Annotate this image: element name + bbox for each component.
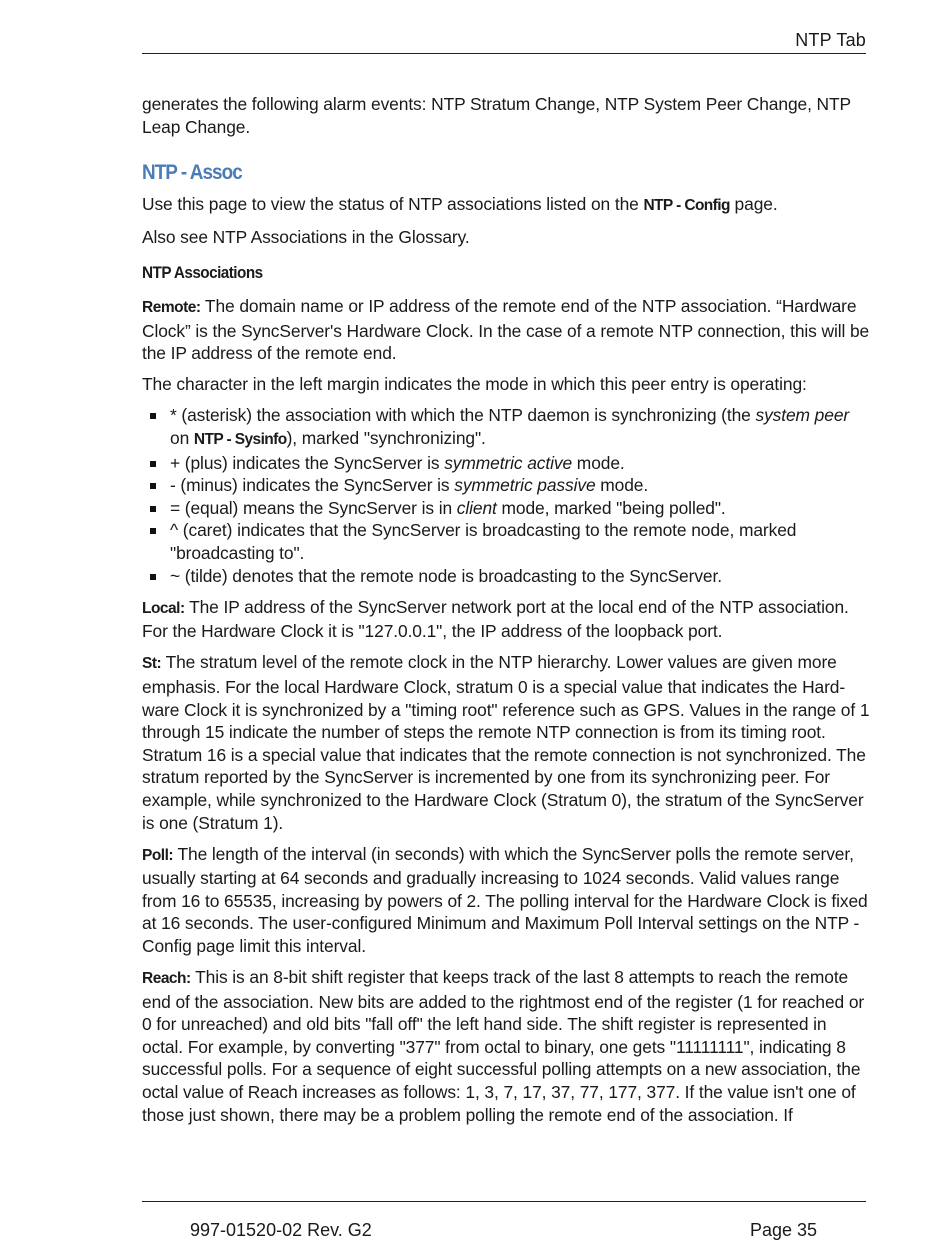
list-item: - (minus) indicates the SyncServer is symmetric passive mode. (142, 474, 870, 497)
list-item: * (asterisk) the association with which the NTP daemon is synchronizing (the system peer on NTP - Sysinfo), marked "synchronizing". (142, 404, 870, 451)
page-body (142, 93, 870, 1135)
poll-term: Poll: (142, 846, 174, 864)
mode-list (142, 404, 870, 587)
square-bullet-icon (150, 413, 156, 419)
square-bullet-icon (150, 528, 156, 534)
section-title: NTP - Assoc (142, 160, 242, 185)
remote-term: Remote: (142, 299, 201, 317)
footer-divider (142, 1201, 866, 1202)
margin-character-intro: The character in the left margin indicates the mode in which this peer entry is operating: (142, 374, 807, 395)
reach-term: Reach: (142, 970, 191, 988)
square-bullet-icon (150, 574, 156, 580)
section-description: Use this page to view the status of NTP associations listed on the NTP - Config page. (142, 193, 778, 214)
stratum-definition: St: The stratum level of the remote clock in the NTP hierarchy. Lower values are given more emphasis. For the local Hardware Clock, stratum 0 is a special value that indicates the Hardware Clock it is synchronized by a "timing root" reference such as GPS. Values in the range of 1 through 15 indicate the number of steps the remote NTP connection is from its timing root. Stratum 16 is a special value that indicates that the remote connection is not synchronized. The stratum reported by the SyncServer is incremented by one from its synchronizing peer. For example, while synchronized to the Hardware Clock (Stratum 0), the stratum of the SyncServer is one (Stratum 1). (142, 652, 870, 833)
poll-definition: Poll: The length of the interval (in seconds) with which the SyncServer polls the remote server, usually starting at 64 seconds and gradually increasing to 1024 seconds. Valid values range from 16 to 65535, increasing by powers of 2. The polling interval for the Hardware Clock is fixed at 16 seconds. The user-configured Minimum and Maximum Poll Interval settings on the NTP - Config page limit this interval. (142, 843, 868, 956)
local-definition: Local: The IP address of the SyncServer network port at the local end of the NTP association. For the Hardware Clock it is "127.0.0.1", the IP address of the loopback port. (142, 596, 849, 642)
intro-paragraph: generates the following alarm events: NTP Stratum Change, NTP System Peer Change, NTP Leap Change. (142, 94, 851, 137)
list-item: + (plus) indicates the SyncServer is symmetric active mode. (142, 452, 870, 475)
square-bullet-icon (150, 506, 156, 512)
ntp-sysinfo-reference: NTP - Sysinfo (193, 431, 287, 449)
glossary-note: Also see NTP Associations in the Glossary. (142, 226, 470, 247)
running-header: NTP Tab (795, 30, 866, 50)
st-term: St: (142, 655, 162, 673)
page-number: Page 35 (750, 1220, 818, 1240)
list-item: = (equal) means the SyncServer is in client mode, marked "being polled". (142, 497, 870, 520)
list-item: ~ (tilde) denotes that the remote node is broadcasting to the SyncServer. (142, 565, 870, 588)
reach-definition: Reach: This is an 8-bit shift register that keeps track of the last 8 attempts to reach the remote end of the association. New bits are added to the rightmost end of the register (1 for reached or 0 for unreached) and old bits "fall off" the left hand side. The shift register is represented in octal. For example, by converting "377" from octal to binary, one gets "11111111", indicating 8 successful polls. For a sequence of eight successful polling attempts on a new association, the octal value of Reach increases as follows: 1, 3, 7, 17, 37, 77, 177, 377. If the value isn't one of those just shown, there may be a problem polling the remote end of the association. If (142, 967, 865, 1125)
ntp-config-reference: NTP - Config (643, 196, 730, 214)
header-divider (142, 53, 866, 54)
subsection-heading: NTP Associations (142, 263, 263, 283)
square-bullet-icon (150, 461, 156, 467)
list-item: ^ (caret) indicates that the SyncServer is broadcasting to the remote node, marked "broadcasting to". (142, 519, 870, 564)
remote-definition: Remote: The domain name or IP address of the remote end of the NTP association. “Hardware Clock” is the SyncServer's Hardware Clock. In the case of a remote NTP connection, this will be the IP address of the remote end. (142, 296, 870, 364)
square-bullet-icon (150, 483, 156, 489)
document-number: 997-01520-02 Rev. G2 (190, 1220, 372, 1240)
local-term: Local: (142, 599, 185, 617)
